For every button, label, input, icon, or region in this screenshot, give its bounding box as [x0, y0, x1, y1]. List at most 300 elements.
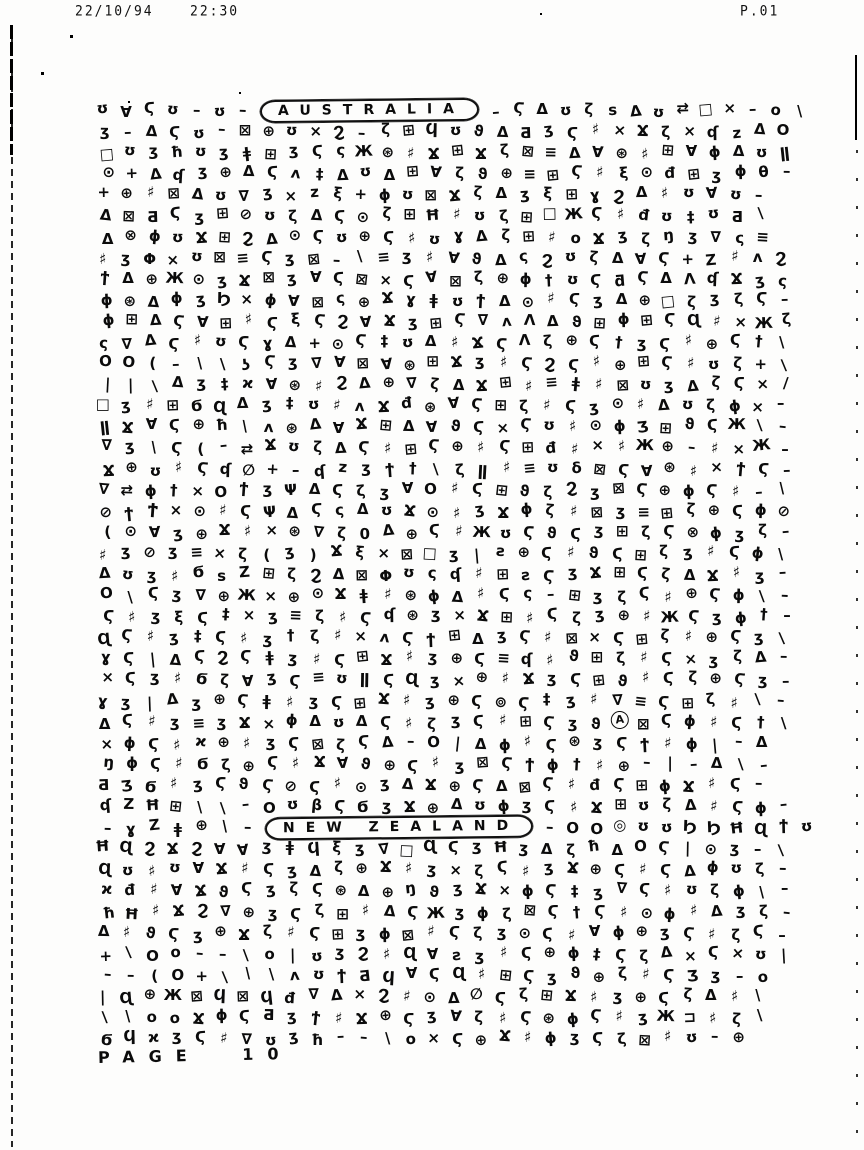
cipher-symbol: ʒ [711, 165, 723, 185]
cipher-symbol: Ϛ [706, 415, 719, 435]
cipher-symbol: – [779, 859, 788, 878]
cipher-symbol: – [491, 102, 501, 122]
cipher-symbol: ∀ [425, 418, 439, 437]
cipher-symbol: Ψ [262, 502, 277, 522]
cipher-symbol: ʌ [500, 311, 512, 331]
cipher-symbol: Ϛ [308, 777, 321, 797]
cipher-symbol: \ [151, 376, 159, 396]
cipher-symbol: ʊ [637, 817, 650, 836]
cipher-symbol: ♯ [547, 288, 556, 308]
cipher-symbol: ʒ [448, 544, 459, 564]
cipher-symbol: ∇ [241, 1029, 253, 1049]
cipher-symbol: ϰ [146, 1027, 160, 1047]
cipher-symbol: ζ [308, 626, 320, 646]
cipher-symbol: ∀ [213, 840, 226, 859]
cipher-row [95, 437, 834, 458]
cipher-symbol: ʊ [474, 796, 486, 815]
cipher-symbol: Ϫ [215, 859, 229, 879]
cipher-symbol: ʒ [307, 691, 319, 710]
cipher-symbol: Ж [751, 435, 772, 456]
cipher-symbol: ♯ [244, 309, 254, 329]
cipher-symbol: ≡ [311, 668, 325, 687]
cipher-symbol: × [101, 668, 115, 687]
cipher-symbol: – [359, 1027, 369, 1047]
cipher-symbol: Ϛ [403, 271, 415, 290]
cipher-symbol: ∀ [287, 291, 300, 310]
cipher-symbol: Ϛ [312, 226, 324, 245]
cipher-symbol: ϯ [476, 290, 486, 310]
cipher-symbol: ϯ [384, 459, 395, 478]
cipher-symbol: ♯ [640, 144, 650, 164]
cipher-symbol: × [591, 436, 605, 455]
cipher-symbol: ǂ [264, 648, 274, 667]
cipher-symbol: ʒ [454, 756, 465, 775]
cipher-symbol: o [168, 1008, 181, 1028]
cipher-symbol: Ϛ [708, 584, 722, 604]
cipher-symbol: ♯ [616, 437, 626, 456]
cipher-symbol: ∇ [615, 879, 628, 898]
cipher-symbol: ♯ [147, 862, 157, 881]
cipher-symbol: Z [123, 794, 135, 814]
cipher-symbol: đ [664, 164, 676, 183]
cipher-symbol: ⊕ [658, 480, 672, 499]
cipher-symbol: ∀ [634, 249, 647, 268]
cipher-symbol: Δ [336, 166, 349, 185]
cipher-symbol: Ƌ [262, 1005, 275, 1025]
cipher-symbol: \ [778, 478, 786, 497]
cipher-symbol: ⊞ [564, 185, 579, 204]
cipher-symbol: ϑ [471, 249, 483, 268]
cipher-symbol: ζ [518, 397, 529, 416]
cipher-symbol: ϑ [569, 963, 582, 983]
cipher-symbol: ʊ [306, 394, 320, 414]
cipher-symbol: ∇ [310, 353, 323, 373]
cipher-symbol: Δ [169, 651, 183, 670]
cipher-symbol: ≡ [544, 143, 558, 162]
cipher-symbol: Ж [563, 204, 584, 225]
cipher-symbol: + [307, 333, 321, 353]
cipher-symbol: ⊗ [124, 225, 138, 244]
cipher-symbol: ŋ [102, 752, 115, 772]
cipher-symbol: ♯ [425, 247, 435, 266]
cipher-symbol: Ϛ [240, 647, 252, 666]
cipher-symbol: ʊ [636, 795, 651, 815]
cipher-symbol: ⊞ [591, 670, 607, 691]
cipher-symbol: ʊ [168, 857, 182, 877]
cipher-symbol: ♯ [173, 669, 182, 688]
cipher-symbol: ζ [638, 946, 649, 965]
cipher-symbol: \ [101, 1007, 109, 1027]
cipher-symbol: Δ [615, 289, 628, 308]
cipher-symbol: ∀ [405, 963, 418, 982]
cipher-symbol: O [427, 732, 441, 752]
cipher-symbol: ϕ [565, 1009, 580, 1029]
cipher-symbol: Ϫ [565, 858, 580, 878]
cipher-symbol: Ϫ [377, 689, 391, 708]
cipher-symbol: \ [757, 204, 764, 223]
cipher-row [93, 858, 834, 879]
cipher-symbol: ♯ [174, 457, 183, 476]
cipher-symbol: – [545, 817, 554, 837]
cipher-symbol: ‡ [380, 331, 389, 350]
cipher-symbol: o [570, 228, 581, 247]
cipher-row [92, 626, 834, 647]
cipher-symbol: ♯ [525, 609, 534, 628]
cipher-symbol: – [783, 162, 791, 181]
cipher-symbol: Ϛ [730, 713, 743, 732]
cipher-symbol: ʊ [335, 669, 349, 688]
cipher-symbol: ʒ [171, 1026, 182, 1046]
cipher-symbol: × [709, 457, 724, 476]
cipher-symbol: ζ [333, 858, 344, 877]
cipher-symbol: ∇ [477, 310, 489, 329]
cipher-symbol: Ϭ [100, 1030, 113, 1050]
cipher-symbol: ⊛ [405, 605, 420, 625]
cipher-symbol: Ʒ [686, 966, 699, 986]
cipher-symbol: ʊ [213, 101, 226, 121]
cipher-symbol: Ϫ [166, 839, 180, 859]
cipher-symbol: ♯ [567, 774, 576, 793]
cipher-symbol: □ [660, 291, 677, 311]
cipher-symbol: ʊ [171, 227, 184, 246]
cipher-symbol: ʒ [547, 669, 558, 688]
cipher-symbol: ⊞ [612, 562, 626, 582]
cipher-symbol: Ϫ [102, 461, 115, 480]
cipher-symbol: ♯ [590, 689, 598, 708]
cipher-symbol: ϰ [242, 373, 254, 393]
cipher-symbol: ʒ [564, 690, 576, 709]
cipher-symbol: Ϛ [289, 672, 301, 691]
cipher-symbol: Ж [165, 268, 185, 288]
cipher-symbol: Δ [165, 689, 180, 709]
cipher-symbol: ⊕ [499, 163, 514, 183]
cipher-symbol: ⊞ [518, 711, 533, 730]
cipher-symbol: ʊ [122, 861, 135, 880]
cipher-symbol: † [759, 604, 769, 624]
cipher-symbol: ʒ [588, 397, 600, 417]
cipher-symbol: Ϛ [540, 543, 554, 563]
cipher-symbol: Ʒ [120, 776, 134, 796]
cipher-symbol: ⊠ [354, 269, 370, 289]
cipher-symbol: ⊞ [540, 985, 555, 1005]
cipher-symbol: ♯ [660, 184, 670, 203]
cipher-symbol: ϯ [778, 816, 789, 835]
cipher-symbol: ʒ [427, 648, 439, 667]
cipher-symbol: ʌ [290, 163, 302, 183]
cipher-symbol: × [451, 671, 466, 691]
cipher-symbol: Δ [568, 143, 581, 163]
cipher-symbol: ⊞ [499, 607, 513, 627]
cipher-symbol: ⊞ [403, 439, 418, 459]
cipher-symbol: ◎ [612, 815, 628, 835]
cipher-symbol: Ж [656, 1006, 676, 1026]
cipher-symbol: ( [262, 545, 271, 565]
cipher-symbol: Ϫ [636, 121, 649, 141]
cipher-symbol: \ [384, 1029, 391, 1048]
cipher-symbol: Λ [518, 330, 531, 350]
cipher-symbol: ∀ [241, 672, 255, 691]
cipher-symbol: Ϛ [658, 248, 671, 267]
cipher-symbol: Ϩ [544, 354, 556, 374]
cipher-symbol: ʒ [451, 879, 463, 898]
cipher-symbol: Ϛ [636, 267, 649, 287]
cipher-symbol: Ϛ [473, 418, 485, 437]
cipher-symbol: Ϛ [590, 270, 602, 289]
cipher-symbol: + [754, 354, 768, 374]
cipher-symbol: ⊞ [426, 351, 440, 371]
cipher-symbol: ζ [287, 207, 298, 226]
cipher-symbol: Δ [660, 942, 674, 962]
cipher-symbol: ζ [542, 331, 554, 351]
cipher-symbol: ξ [290, 309, 301, 329]
cipher-symbol: ζ [565, 841, 576, 860]
cipher-symbol: ħ [170, 142, 184, 162]
cipher-symbol: \ [433, 459, 440, 478]
cipher-symbol: ⇄ [240, 440, 254, 459]
cipher-symbol: ʒ [286, 860, 298, 880]
cipher-symbol: ⊞ [330, 924, 345, 943]
cipher-symbol: – [103, 819, 112, 838]
cipher-symbol: ζ [732, 647, 742, 666]
cipher-symbol: ⊞ [613, 794, 627, 814]
cipher-symbol: × [427, 1028, 441, 1048]
cipher-symbol: ϕ [611, 922, 625, 942]
cipher-symbol: Ɋ [119, 837, 134, 857]
cipher-symbol: Ϫ [471, 333, 485, 353]
cipher-symbol: z [731, 123, 742, 143]
cipher-symbol: ≡ [496, 649, 511, 668]
cipher-symbol: ‡ [315, 165, 324, 184]
cipher-symbol: ɣ [97, 691, 109, 711]
cipher-symbol: O [589, 819, 604, 839]
cipher-symbol: ⊙ [640, 163, 654, 182]
cipher-symbol: Ϛ [541, 924, 555, 944]
cipher-symbol: ♯ [499, 942, 508, 961]
cipher-symbol: Δ [494, 250, 507, 269]
cipher-symbol: Ϛ [332, 268, 345, 287]
cipher-symbol: Ϧ [706, 817, 721, 837]
cipher-symbol: Ϩ [564, 478, 578, 498]
cipher-symbol: ʒ [361, 458, 371, 477]
cipher-symbol: ♯ [383, 584, 392, 604]
cipher-symbol: ( [196, 440, 205, 459]
cipher-symbol: / [783, 374, 790, 393]
cipher-symbol: ǂ [242, 143, 253, 163]
cipher-symbol: ǂ [429, 290, 439, 309]
cipher-symbol: ϕ [706, 857, 720, 877]
cipher-symbol: Ϛ [639, 880, 651, 899]
cipher-symbol: ‡ [570, 882, 579, 901]
cipher-symbol: đ [283, 988, 296, 1008]
cipher-symbol: ⊘ [142, 542, 157, 562]
cipher-symbol: ʒ [334, 942, 346, 962]
cipher-symbol: ζ [220, 755, 232, 775]
cipher-symbol: ϕ [750, 543, 765, 563]
cipher-symbol: – [336, 1026, 345, 1046]
cipher-symbol: ♯ [147, 711, 157, 730]
cipher-symbol: – [123, 122, 133, 142]
cipher-symbol: ⊛ [402, 355, 417, 375]
cipher-symbol: O [122, 352, 137, 372]
cipher-symbol: ζ [355, 481, 367, 501]
cipher-symbol: Ϩ [309, 565, 322, 585]
cipher-symbol: ζ [501, 904, 512, 923]
cipher-symbol: Ϛ [310, 141, 324, 161]
cipher-symbol: ♯ [707, 924, 716, 943]
cipher-symbol: ʒ [283, 541, 296, 561]
cipher-symbol: ζ [518, 984, 529, 1004]
cipher-symbol: ⊞ [494, 480, 509, 500]
cipher-symbol: ʒ [567, 713, 578, 732]
cipher-symbol: ⇄ [676, 98, 689, 118]
cipher-symbol: ♯ [684, 627, 693, 646]
cipher-symbol: \ [221, 816, 229, 836]
cipher-symbol: ʊ [681, 395, 694, 414]
cipher-symbol: – [218, 436, 229, 455]
cipher-symbol: ʒ [567, 562, 578, 582]
cipher-symbol: Δ [309, 206, 323, 225]
cipher-symbol: ♯ [731, 562, 741, 582]
cipher-symbol: ∀ [379, 354, 394, 374]
cipher-symbol: ζ [219, 671, 230, 690]
cipher-symbol: ʒ [194, 289, 206, 309]
cipher-symbol: ʊ [730, 859, 743, 878]
cipher-symbol: Ϛ [359, 608, 372, 628]
cipher-symbol: ξ [174, 608, 184, 627]
cipher-symbol: – [781, 879, 789, 898]
cipher-symbol: ʒ [495, 625, 507, 645]
cipher-symbol: ʒ [120, 395, 132, 415]
cipher-symbol: Ϫ [194, 228, 208, 247]
cipher-symbol: \ [242, 945, 250, 964]
cipher-symbol: ⊚ [493, 691, 508, 712]
cipher-symbol: Δ [382, 901, 397, 920]
cipher-symbol: ⊙ [191, 269, 205, 288]
cipher-symbol: Δ [753, 119, 767, 139]
cipher-symbol: Ϫ [522, 670, 536, 689]
cipher-symbol: Ж [426, 903, 446, 922]
cipher-symbol: Ϛ [471, 479, 484, 498]
cipher-symbol: ς [518, 246, 529, 266]
cipher-symbol: ζ [262, 921, 273, 940]
cipher-symbol: ϕ [427, 586, 442, 606]
cipher-symbol: ⊛ [614, 144, 628, 163]
cipher-symbol: ʒ [265, 732, 276, 751]
cipher-symbol: Ϭ [191, 562, 205, 582]
cipher-symbol: ϕ [731, 881, 746, 901]
cipher-symbol: ∀ [591, 142, 605, 162]
cipher-symbol: ζ [660, 564, 672, 584]
cipher-symbol: ⊐ [682, 1007, 697, 1027]
cipher-symbol: ʒ [592, 586, 603, 606]
cipher-symbol: ♯ [243, 521, 253, 541]
cipher-symbol: Ʒ [636, 417, 650, 437]
cipher-symbol: × [378, 270, 392, 289]
cipher-symbol: ∀ [196, 312, 209, 332]
cipher-symbol: \ [125, 1006, 132, 1026]
cipher-symbol: Ϛ [169, 122, 181, 142]
cipher-row [94, 795, 834, 816]
cipher-symbol: ⊞ [590, 648, 604, 667]
cipher-row [92, 479, 834, 500]
cipher-symbol: × [212, 543, 227, 563]
cipher-symbol: Ϩ [377, 985, 390, 1005]
cipher-symbol: ʒ [664, 376, 675, 395]
cipher-symbol: ∀ [640, 461, 653, 480]
cipher-symbol: ⊞ [217, 227, 232, 246]
cipher-symbol: ʌ [378, 627, 391, 647]
cipher-symbol: Ϛ [168, 334, 180, 353]
cipher-row [91, 247, 834, 268]
cipher-symbol: Ϛ [663, 965, 675, 984]
cipher-symbol: ϯ [99, 267, 110, 286]
cipher-symbol: – [217, 119, 227, 139]
cipher-symbol: ♯ [122, 922, 132, 941]
cipher-symbol: Ɋ [96, 629, 112, 649]
cipher-symbol: ∀ [333, 352, 346, 372]
cipher-symbol: Ϛ [635, 479, 649, 499]
cipher-symbol: ⊠ [213, 247, 226, 266]
cipher-symbol: ♯ [314, 376, 323, 396]
cipher-symbol: ʠ [706, 268, 720, 287]
scan-speck [540, 13, 542, 15]
cipher-symbol: ⊕ [144, 269, 159, 289]
cipher-symbol: ⊠ [517, 777, 532, 797]
cipher-row [91, 99, 834, 120]
cipher-symbol: ξ [543, 184, 553, 203]
cipher-symbol: – [783, 606, 791, 625]
cipher-symbol: ʒ [757, 671, 768, 690]
cipher-symbol: | [146, 693, 153, 712]
cipher-row [91, 985, 834, 1006]
cipher-symbol: ħ [101, 902, 116, 923]
cipher-symbol: Ϧ [216, 288, 231, 307]
cipher-symbol: ⊕ [381, 373, 395, 392]
cipher-symbol: Ϫ [263, 436, 277, 455]
cipher-symbol: Ϛ [497, 584, 511, 604]
cipher-symbol: đ [544, 438, 558, 458]
cipher-symbol: Δ [475, 226, 489, 245]
scan-speck [70, 35, 73, 38]
cipher-symbol: ʒ [753, 628, 764, 647]
cipher-symbol: Ϩ [357, 943, 369, 962]
cipher-symbol: ǁ [98, 417, 111, 437]
cipher-symbol: ⊞ [429, 313, 444, 333]
cipher-symbol: Ϛ [519, 1007, 532, 1027]
cipher-symbol: ʒ [121, 541, 132, 561]
cipher-row [91, 394, 834, 415]
cipher-symbol: ϯ [426, 630, 436, 649]
cipher-symbol: ⊞ [493, 396, 507, 415]
cipher-symbol: † [169, 480, 179, 499]
cipher-symbol: × [448, 861, 463, 880]
cipher-symbol: – [759, 755, 769, 775]
cipher-symbol: θ [757, 162, 770, 182]
cipher-symbol: ζ [312, 438, 322, 457]
cipher-symbol: ʒ [266, 606, 278, 626]
cipher-symbol: ʊ [543, 416, 555, 435]
cipher-symbol: Δ [355, 711, 369, 730]
cipher-symbol: o [263, 944, 276, 963]
cipher-symbol: ζ [473, 183, 484, 202]
cipher-symbol: ⊙ [518, 923, 532, 942]
cipher-symbol: ⊕ [661, 437, 675, 456]
cipher-symbol: – [103, 964, 113, 984]
cipher-symbol: ⊠ [236, 986, 250, 1006]
cipher-symbol: \ [219, 798, 226, 818]
cipher-symbol: ʊ [559, 100, 572, 120]
cipher-symbol: ʒ [196, 374, 207, 393]
